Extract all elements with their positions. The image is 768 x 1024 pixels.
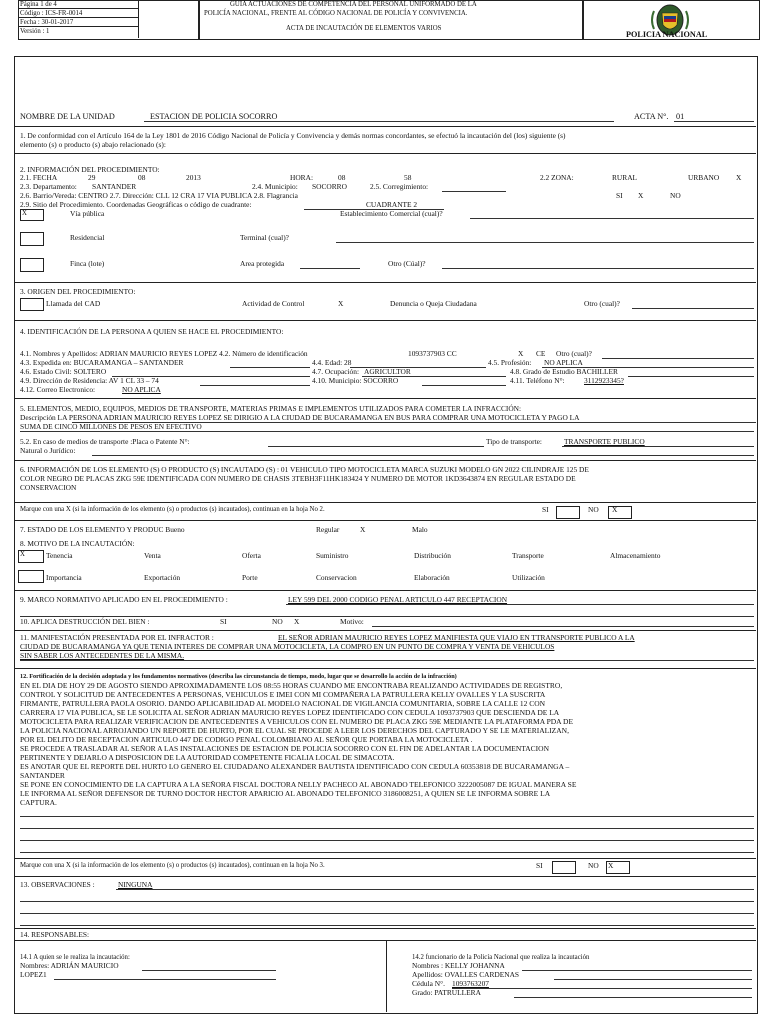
- s5-natural: Natural o Jurídico:: [20, 446, 76, 455]
- acta-label: ACTA N°.: [634, 112, 669, 121]
- s12-si-checkbox[interactable]: [552, 861, 576, 874]
- motivo-almacenamiento: Almacenamiento: [610, 551, 661, 560]
- otro-label: Otro (Cúal)?: [388, 259, 426, 268]
- control-label: Actividad de Control: [242, 299, 305, 308]
- s6-line1: 6. INFORMACIÓN DE LOS ELEMENTO (S) O PRODUCTO (S) INCAUTADO (S) : 01 VEHICULO TIPO MOTOCICLETA MARCA SUZUKI MODELO GN 2022 CILINDRAJE 125 DE: [20, 465, 589, 474]
- s4-estudio: 4.8. Grado de Estudio BACHILLER: [510, 367, 618, 376]
- header-title-1: GUÍA ACTUACIONES DE COMPETENCIA DEL PERSONAL UNIFORMADO DE LA: [230, 1, 477, 8]
- s4-civil: 4.6. Estado Civil: SOLTERO: [20, 367, 107, 376]
- s12-no-label: NO: [588, 861, 599, 870]
- depto-value: SANTANDER: [92, 182, 137, 191]
- s12-line: EN EL DIA DE HOY 29 DE AGOSTO SIENDO APROXIMADAMENTE LOS 08:55 HORAS CUANDO ME ENCONTRABA REALIZANDO ACTIVIDADES DE REGISTRO,: [20, 681, 563, 690]
- s4-correo-label: 4.12. Correo Electronico:: [20, 385, 96, 394]
- s10-si: SI: [220, 617, 227, 626]
- s14-right-names: Nombres : KELLY JOHANNA: [412, 961, 505, 970]
- form-code: Código : ICS-FR-0014: [20, 10, 83, 17]
- s13-label: 13. OBSERVACIONES :: [20, 880, 95, 889]
- s4-title: 4. IDENTIFICACIÓN DE LA PERSONA A QUIEN SE HACE EL PROCEDIMIENTO:: [20, 327, 284, 336]
- motivo-conservacion: Conservacion: [316, 573, 357, 582]
- s10-motivo: Motivo:: [340, 617, 364, 626]
- zona-rural: RURAL: [612, 173, 638, 182]
- s14-left-title: 14.1 A quien se le realiza la incautación:: [20, 954, 130, 961]
- correg-label: 2.5. Corregimiento:: [370, 182, 429, 191]
- s4-ocup-label: 4.7. Ocupación:: [312, 367, 359, 376]
- fecha-label: 2.1. FECHA: [20, 173, 58, 182]
- s12-line: SE PONE EN CONOCIMIENTO DE LA CAPTURA A LA SEÑORA FISCAL DOCTORA NELLY PACHECO AL ABONADO TELEFONICO 3222005087 DE IGUAL MANERA SE: [20, 780, 577, 789]
- s4-tel-value: 3112923345?: [584, 376, 624, 385]
- s1-line1: 1. De conformidad con el Artículo 164 de la Ley 1801 de 2016 Código Nacional de Policía y Convivencia y demás normas concordantes, se efectuó la incautación del (los) siguiente (s): [20, 131, 566, 140]
- area-label: Area protegida: [240, 259, 285, 268]
- motivo-oferta: Oferta: [242, 551, 261, 560]
- s14-right-grado: Grado: PATRULLERA: [412, 988, 481, 997]
- zona-urbano: URBANO: [688, 173, 720, 182]
- s4-ocup-value: AGRICULTOR: [364, 367, 411, 376]
- s5-tipo-value: TRANSPORTE PUBLICO: [564, 437, 645, 446]
- muni-label: 2.4. Municipio:: [252, 182, 298, 191]
- s5-desc1: Descripción LA PERSONA ADRIAN MAURICIO REYES LOPEZ SE DIRIGIO A LA CIUDAD DE BUCARAMANGA EN BUS PARA COMPRAR UNA MOTOCICLETA Y PAGO LA: [20, 413, 580, 422]
- cc-mark: X: [518, 349, 524, 358]
- form-version: Versión : 1: [20, 28, 50, 35]
- s4-edad: 4.4. Edad: 28: [312, 358, 352, 367]
- estab-label: Establecimiento Comercial (cual)?: [340, 209, 443, 218]
- page-number: Página 1 de 4: [20, 1, 57, 8]
- denuncia-label: Denuncia o Queja Ciudadana: [390, 299, 477, 308]
- terminal-label: Terminal (cual)?: [240, 233, 289, 242]
- via-label: Vía pública: [70, 209, 105, 218]
- s12-line: POR EL DELITO DE RECEPTACION ARTICULO 447 DE CODIGO PENAL COLOMBIANO AL SEÑOR QUE PORTABA LA MOTOCICLETA .: [20, 735, 473, 744]
- s5-placa-label: 5.2. En caso de medios de transporte :Placa o Patente N°:: [20, 437, 190, 446]
- s9-label: 9. MARCO NORMATIVO APLICADO EN EL PROCEDIMIENTO :: [20, 595, 228, 604]
- flag-x: X: [638, 191, 644, 200]
- motivo-venta: Venta: [144, 551, 161, 560]
- ce-label: CE: [536, 349, 546, 358]
- s12-si-label: SI: [536, 861, 543, 870]
- motivo-distribucion: Distribución: [414, 551, 451, 560]
- residencial-label: Residencial: [70, 233, 105, 242]
- motivo-exportacion: Exportación: [144, 573, 181, 582]
- tenencia-mark: X: [20, 551, 25, 558]
- s8-title: 8. MOTIVO DE LA INCAUTACIÓN:: [20, 539, 135, 548]
- s11-label: 11. MANIFESTACIÓN PRESENTADA POR EL INFRACTOR :: [20, 633, 214, 642]
- s4-direccion: 4.9. Dirección de Residencia: AV 1 CL 33 – 74: [20, 376, 159, 385]
- s12-line: LA POLICIA NACIONAL ARROJANDO UN REPORTE DE HURTO, POR EL CUAL SE PROCEDE A LEER LOS DERECHOS DEL CAPTURADO Y SE LE MATERIALIZAN,: [20, 726, 569, 735]
- cad-checkbox[interactable]: [20, 298, 44, 311]
- motivo-porte: Porte: [242, 573, 258, 582]
- s7-title: 7. ESTADO DE LOS ELEMENTO Y PRODUC Bueno: [20, 525, 185, 534]
- finca-checkbox[interactable]: [20, 258, 44, 272]
- s6-line2: COLOR NEGRO DE PLACAS ZKG 59E IDENTIFICADA CON NUMERO DE CHASIS 3TEBH3F11HK183424 Y NUMERO DE MOTOR 1KD3643874 EN REGULAR ESTADO DE: [20, 474, 576, 483]
- motivo-elaboracion: Elaboración: [414, 573, 450, 582]
- s14-right-title: 14.2 funcionario de la Policía Nacional que realiza la incautación: [412, 954, 590, 961]
- s6-si-checkbox[interactable]: [556, 506, 580, 519]
- otro3-label: Otro (cual)?: [584, 299, 620, 308]
- s5-title: 5. ELEMENTOS, MEDIO, EQUIPOS, MEDIOS DE TRANSPORTE, MATERIAS PRIMAS E IMPLEMENTOS UTILIZADOS PARA COMETER LA INFRACCIÓN:: [20, 404, 522, 413]
- cuadrante-value: CUADRANTE 2: [366, 200, 418, 209]
- s11-line2: CIUDAD DE BUCARAMANGA YA QUE TENIA INTERES DE COMPRAR UNA MOTOCICLETA, LA COMPRO EN UN PUNTO DE COMPRA Y VENTA DE VEHICULOS: [20, 642, 555, 651]
- form-date: Fecha : 30-01-2017: [20, 19, 74, 26]
- s12-marque: Marque con una X (si la información de los elemento (s) o productos (s) incautados), continuan en la hoja No 3.: [20, 862, 325, 869]
- s3-title: 3. ORIGEN DEL PROCEDIMIENTO:: [20, 287, 136, 296]
- id-otro: Otro (cual)?: [556, 349, 592, 358]
- s12-line: CAPTURA.: [20, 798, 57, 807]
- s7-regular: Regular: [316, 525, 340, 534]
- residencial-checkbox[interactable]: [20, 232, 44, 246]
- depto-label: 2.3. Departamento:: [20, 182, 77, 191]
- id-number: 1093737903 CC: [408, 349, 457, 358]
- s6-no-label: NO: [588, 505, 599, 514]
- muni-value: SOCORRO: [312, 182, 347, 191]
- s2-title: 2. INFORMACIÓN DEL PROCEDIMIENTO:: [20, 165, 160, 174]
- unit-label: NOMBRE DE LA UNIDAD: [20, 112, 115, 121]
- s5-desc2: SUMA DE CINCO MILLONES DE PESOS EN EFECTIVO: [20, 422, 202, 431]
- s4-tel-label: 4.11. Teléfono N°:: [510, 376, 565, 385]
- s6-marque: Marque con una X (si la información de los elemento (s) o productos (s) incautados), continuan en la hoja No 2.: [20, 506, 325, 513]
- s12-line: SE PROCEDE A TRASLADAR AL SEÑOR A LAS INSTALACIONES DE ESTACION DE POLICIA SOCORRO CON EL FIN DE ADELANTAR LA DOCUMENTACION: [20, 744, 550, 753]
- s10-no: NO: [272, 617, 283, 626]
- s11-line3: SIN SABER LOS ANTECEDENTES DE LA MISMA.: [20, 651, 185, 660]
- importancia-checkbox[interactable]: [18, 570, 44, 583]
- s4-line3: 4.3. Expedida en: BUCARAMANGA – SANTANDER: [20, 358, 184, 367]
- s4-line1: 4.1. Nombres y Apellidos: ADRIAN MAURICIO REYES LOPEZ 4.2. Número de identificación: [20, 349, 308, 358]
- motivo-transporte: Transporte: [512, 551, 544, 560]
- s12-line: SANTANDER: [20, 771, 65, 780]
- urbano-mark: X: [736, 173, 742, 182]
- barrio-line: 2.6. Barrio/Vereda: CENTRO 2.7. Dirección: CLL 12 CRA 17 VIA PUBLICA 2.8. Flagrancia: [20, 191, 298, 200]
- header-title-2: POLICÍA NACIONAL, FRENTE AL CÓDIGO NACIONAL DE POLICÍA Y CONVIVENCIA.: [204, 10, 468, 17]
- header-subtitle: ACTA DE INCAUTACIÓN DE ELEMENTOS VARIOS: [286, 25, 442, 32]
- s12-line: FIRMANTE, PATRULLERA PAOLA OSORIO. DANDO APLICABILIDAD AL MODELO NACIONAL DE VIGILANCIA COMUNITARIA, SOBRE LA CALLE 12 CON: [20, 699, 546, 708]
- document-header: [18, 0, 758, 54]
- s7-malo: Malo: [412, 525, 428, 534]
- s12-line: LE INFORMA AL SEÑOR DEFENSOR DE TURNO DOCTOR HECTOR APARICIO AL ABONADO TELEFONICO 3186008251, A QUIEN SE LE INFORMA SOBRE LA: [20, 789, 551, 798]
- s12-title: 12. Fortificación de la decisión adoptada y los fundamentos normativos (describa las circunstancia de tiempo, modo, lugar que se desarrollo la acción de la infracción): [20, 673, 457, 680]
- s12-line: PERTINENTE Y DEJARLO A DISPOSICION DE LA AUTORIDAD COMPETENTE FICALIA LOCAL DE SIMACOTA.: [20, 753, 395, 762]
- hora-minute: 58: [404, 173, 412, 182]
- fecha-year: 2013: [186, 173, 201, 182]
- s12-line: CONTROL Y SOLICITUD DE ANTECEDENTES A PERSONAS, VEHICULOS E IMEI CON MI COMPAÑERA LA PATRULLERA KELLY OVALLES Y LA SUSCRITA: [20, 690, 546, 699]
- acta-value: 01: [676, 112, 685, 121]
- s5-tipo-label: Tipo de transporte:: [486, 437, 542, 446]
- s13-value: NINGUNA: [118, 880, 153, 889]
- s14-title: 14. RESPONSABLES:: [20, 930, 89, 939]
- s1-line2: elemento (s) o producto (s) abajo relacionado (s):: [20, 140, 166, 149]
- s12-line: CARRERA 17 VIA PUBLICA, SE LE SOLICITA AL SEÑOR ADRIAN MAURICIO REYES LOPEZ IDENTIFICADO CON CEDULA 1093737903 QUE DESCIENDA DE LA: [20, 708, 560, 717]
- hora-label: HORA:: [290, 173, 313, 182]
- flag-no: NO: [670, 191, 681, 200]
- flag-si: SI: [616, 191, 623, 200]
- motivo-suministro: Suministro: [316, 551, 349, 560]
- org-name: POLICIA NACIONAL: [626, 30, 708, 39]
- s6-si-label: SI: [542, 505, 549, 514]
- s12-line: ES ANOTAR QUE EL REPORTE DEL HURTO LO GENERO EL CIUDADANO ALEXANDER BAUTISTA IDENTIFICADO CON CEDULA 60353818 DE BUCARAMANGA –: [20, 762, 570, 771]
- unit-value: ESTACION DE POLICIA SOCORRO: [150, 112, 278, 121]
- s14-right-cedula: 1093763207: [452, 979, 489, 988]
- s6-no-mark: X: [612, 505, 618, 514]
- s4-correo-value: NO APLICA: [122, 385, 161, 394]
- fecha-month: 08: [138, 173, 146, 182]
- sitio-line: 2.9. Sitio del Procedimiento. Coordenadas Geográficas o código de cuadrante:: [20, 200, 252, 209]
- via-mark: X: [22, 210, 27, 217]
- s10-label: 10. APLICA DESTRUCCIÓN DEL BIEN :: [20, 617, 150, 626]
- s14-left-name: Nombres: ADRIÁN MAURICIO: [20, 961, 119, 970]
- cad-label: Llamada del CAD: [46, 299, 101, 308]
- s14-right-cedula-label: Cédula N°.: [412, 979, 445, 988]
- motivo-tenencia: Tenencia: [46, 551, 73, 560]
- finca-label: Finca (lote): [70, 259, 105, 268]
- zona-label: 2.2 ZONA:: [540, 173, 574, 182]
- s14-right-apellidos: Apellidos: OVALLES CARDENAS: [412, 970, 520, 979]
- s4-municipio: 4.10. Municipio: SOCORRO: [312, 376, 399, 385]
- s12-no-mark: X: [608, 861, 614, 870]
- s14-left-name2: LOPEZ1: [20, 970, 47, 979]
- s4-prof-label: 4.5. Profesión:: [488, 358, 532, 367]
- s7-regular-mark: X: [360, 525, 366, 534]
- control-mark: X: [338, 299, 344, 308]
- hora-hour: 08: [338, 173, 346, 182]
- s6-line3: CONSERVACION: [20, 483, 77, 492]
- s10-x: X: [294, 617, 300, 626]
- s9-value: LEY 599 DEL 2000 CODIGO PENAL ARTICULO 447 RECEPTACION: [288, 595, 508, 604]
- s4-prof-value: NO APLICA: [544, 358, 583, 367]
- s11-line1: EL SEÑOR ADRIAN MAURICIO REYES LOPEZ MANIFIESTA QUE VIAJO EN TTRANSPORTE PUBLICO A LA: [278, 633, 635, 642]
- fecha-day: 29: [88, 173, 96, 182]
- motivo-utilizacion: Utilización: [512, 573, 545, 582]
- s12-line: MOTOCICLETA PARA REALIZAR VERIFICACION DE ANTECEDENTES A VEHICULOS CON EL NUMERO DE PLACA ZKG 59E MEDIANTE LA PLATAFORMA PDA DE: [20, 717, 574, 726]
- form-body: [14, 56, 758, 1014]
- motivo-importancia: Importancia: [46, 573, 82, 582]
